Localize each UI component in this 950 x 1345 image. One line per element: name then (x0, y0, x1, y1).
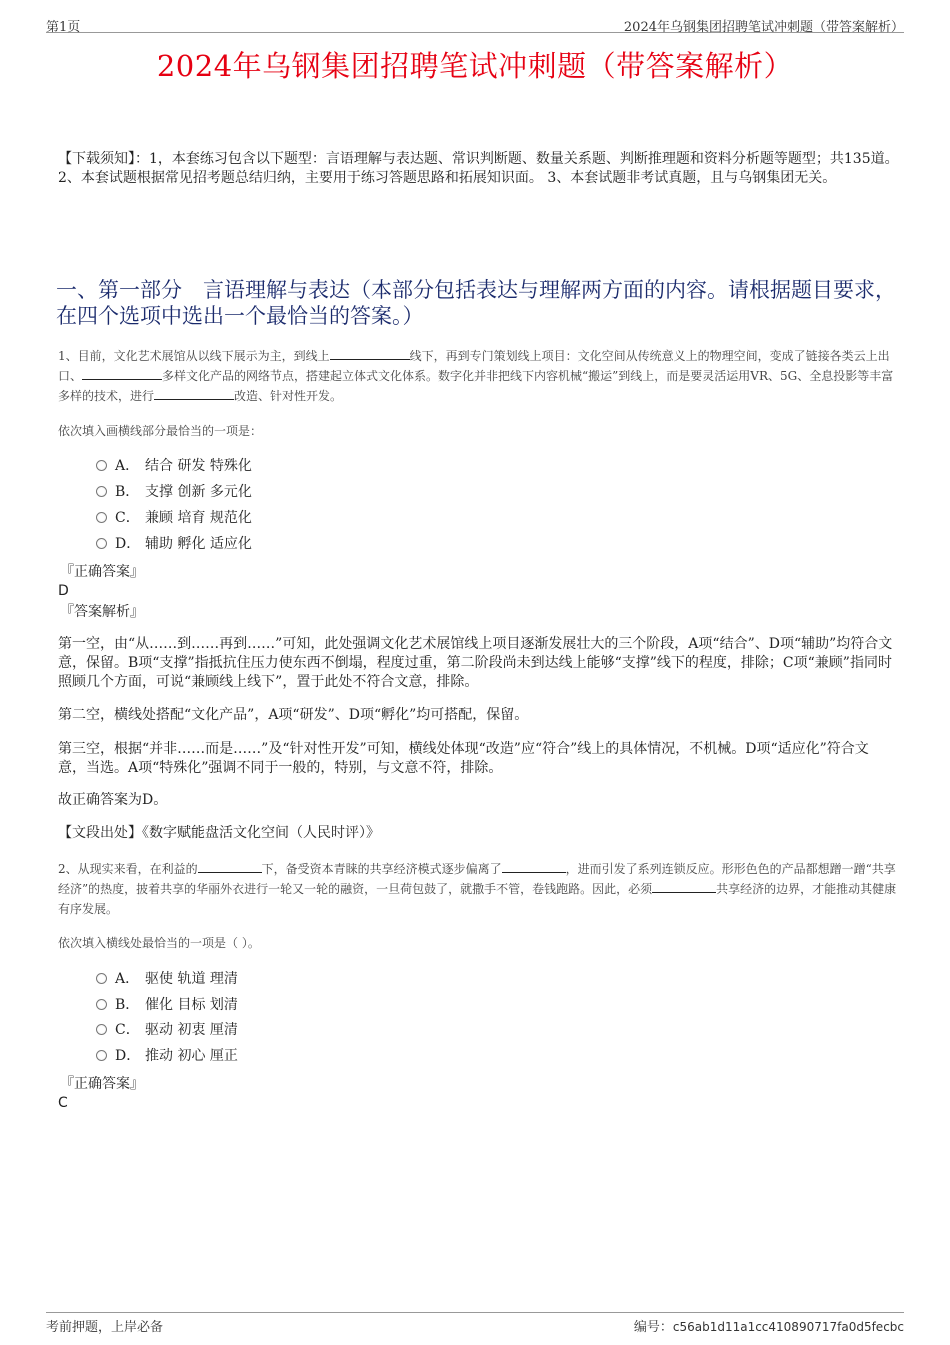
radio-icon[interactable] (96, 538, 107, 549)
fill-blank (82, 367, 162, 380)
fill-blank (198, 860, 262, 873)
page-number: 第1页 (46, 20, 81, 35)
section-heading: 一、第一部分 言语理解与表达（本部分包括表达与理解两方面的内容。请根据题目要求，在四个选项中选出一个最恰当的答案。） (56, 278, 896, 328)
q1-answer-label: 『正确答案』 (60, 564, 144, 580)
q1-source: 【文段出处】《数字赋能盘活文化空间（人民时评）》 (58, 825, 380, 841)
q1-analysis-para: 第一空，由“从……到……再到……”可知，此处强调文化艺术展馆线上项目逐渐发展壮大的三个阶段，A项“结合”、D项“辅助”均符合文意，保留。B项“支撑”指抵抗住压力使东西不倒塌，程度过重，第二阶段尚未到达线上能够“支撑”线下的程度，排除；C项“兼顾”指同时照顾几个方面，可说“兼顾线上线下”，置于此处不符合文意，排除。 (58, 636, 893, 690)
q2-answer-label: 『正确答案』 (60, 1076, 144, 1092)
question-2-prompt: 依次填入横线处最恰当的一项是（ ）。 (58, 936, 260, 950)
q2-option-d[interactable]: D． 推动 初心 厘正 (96, 1046, 238, 1066)
page-header (46, 14, 904, 33)
radio-icon[interactable] (96, 512, 107, 523)
q1-analysis-para: 第二空，横线处搭配“文化产品”，A项“研发”、D项“孵化”均可搭配，保留。 (58, 707, 529, 723)
fill-blank (502, 860, 566, 873)
download-notice: 【下载须知】：1，本套练习包含以下题型：言语理解与表达题、常识判断题、数量关系题、判断推理题和资料分析题等题型；共135道。 2、本套试题根据常见招考题总结归纳，主要用于练习答题思路和拓展知识面。 3、本套试题非考试真题，且与乌钢集团无关。 (58, 151, 899, 186)
question-1-prompt: 依次填入画横线部分最恰当的一项是： (58, 424, 263, 438)
q2-option-b[interactable]: B． 催化 目标 划清 (96, 995, 238, 1015)
footer-slogan: 考前押题，上岸必备 (46, 1320, 164, 1335)
fill-blank (154, 387, 234, 400)
document-code: 编号：c56ab1d11a1cc410890717fa0d5fecbc (633, 1320, 904, 1335)
header-doc-title: 2024年乌钢集团招聘笔试冲刺题（带答案解析） (623, 20, 904, 35)
radio-icon[interactable] (96, 1024, 107, 1035)
q1-option-a[interactable]: A． 结合 研发 特殊化 (96, 456, 252, 476)
q1-option-c[interactable]: C． 兼顾 培育 规范化 (96, 508, 252, 528)
q1-analysis-para: 第三空，根据“并非……而是……”及“针对性开发”可知，横线处体现“改造”应“符合”线上的具体情况，不机械。D项“适应化”符合文意，当选。A项“特殊化”强调不同于一般的，特别，与文意不符，排除。 (58, 741, 869, 776)
question-1-stem: 1、目前，文化艺术展馆从以线下展示为主，到线上 线下，再到专门策划线上项目：文化空间从传统意义上的物理空间，变成了链接各类云上出口、 多样文化产品的网络节点，搭建起立体式文化体系。数字化并非把线下内容机械“搬运”到线上，而是要灵活运用VR、5G、全息投影等丰富多样的技术，进行 改造、针对性开发。 (58, 349, 894, 403)
q1-option-b[interactable]: B． 支撑 创新 多元化 (96, 482, 252, 502)
radio-icon[interactable] (96, 999, 107, 1010)
radio-icon[interactable] (96, 973, 107, 984)
q1-analysis-para: 故正确答案为D。 (58, 792, 168, 808)
page-footer (46, 1312, 904, 1333)
q2-option-c[interactable]: C． 驱动 初衷 厘清 (96, 1020, 238, 1040)
radio-icon[interactable] (96, 486, 107, 497)
radio-icon[interactable] (96, 460, 107, 471)
q1-option-d[interactable]: D． 辅助 孵化 适应化 (96, 534, 252, 554)
fill-blank (652, 880, 716, 893)
fill-blank (330, 347, 410, 360)
q1-analysis-label: 『答案解析』 (60, 604, 144, 620)
q2-answer: C (58, 1095, 68, 1111)
question-2-stem: 2、从现实来看，在利益的 下，备受资本青睐的共享经济模式逐步偏离了 ，进而引发了系列连锁反应。形形色色的产品都想蹭一蹭“共享经济”的热度，披着共享的华丽外衣进行一轮又一轮的融资，一旦荷包鼓了，就撒手不管，卷钱跑路。因此，必须 共享经济的边界，才能推动其健康有序发展。 (58, 862, 897, 916)
radio-icon[interactable] (96, 1050, 107, 1061)
q1-answer: D (58, 583, 69, 599)
document-title: 2024年乌钢集团招聘笔试冲刺题（带答案解析） (156, 49, 794, 83)
q2-option-a[interactable]: A． 驱使 轨道 理清 (96, 969, 238, 989)
